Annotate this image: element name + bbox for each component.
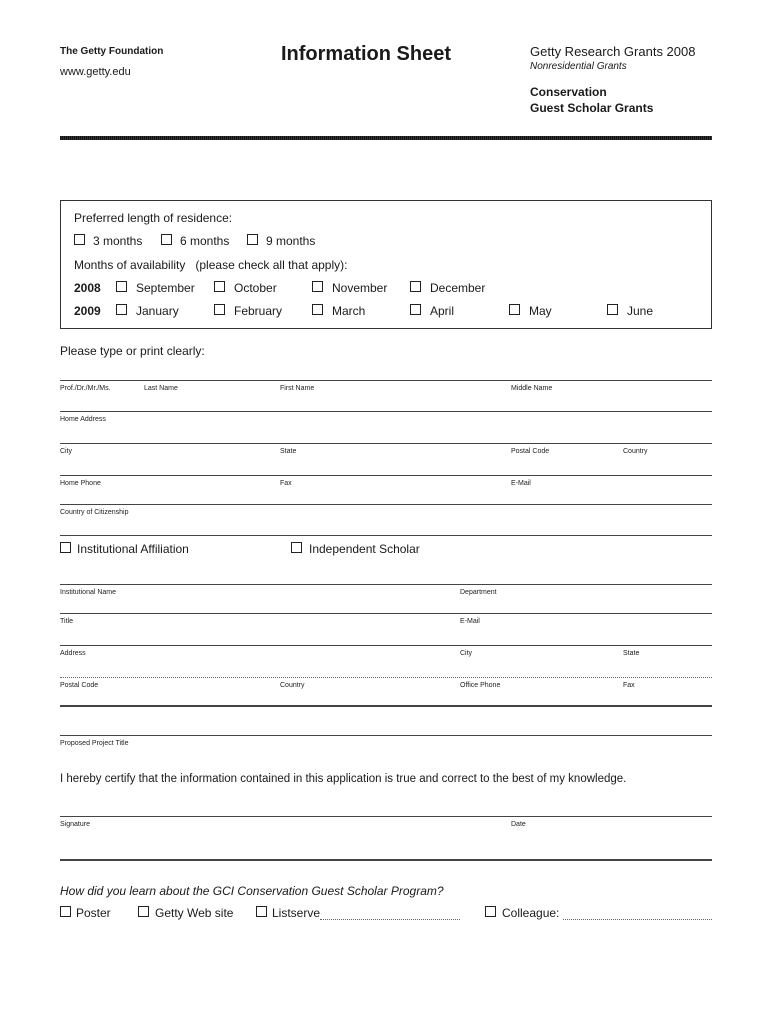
field-institution-state[interactable]: State (623, 650, 640, 657)
checkbox-colleague[interactable] (485, 906, 496, 917)
label-6-months: 6 months (180, 234, 230, 248)
label-november: November (332, 281, 388, 295)
field-title[interactable]: Title (60, 618, 73, 625)
checkbox-listserve[interactable] (256, 906, 267, 917)
checkbox-april[interactable] (410, 304, 421, 315)
months-title: Months of availability (please check all that apply): (74, 258, 348, 272)
year-2008: 2008 (74, 281, 101, 295)
field-postal-code[interactable]: Postal Code (511, 448, 550, 455)
field-prefix[interactable]: Prof./Dr./Mr./Ms. (60, 385, 111, 392)
checkbox-november[interactable] (312, 281, 323, 292)
checkbox-6-months[interactable] (161, 234, 172, 245)
label-october: October (234, 281, 277, 295)
referral-question: How did you learn about the GCI Conservation Guest Scholar Program? (60, 884, 444, 898)
residence-title: Preferred length of residence: (74, 211, 233, 225)
line-city (60, 443, 712, 444)
org-name: The Getty Foundation (60, 46, 164, 57)
label-january: January (136, 304, 179, 318)
label-april: April (430, 304, 455, 318)
label-9-months: 9 months (266, 234, 316, 248)
line-institution-name (60, 584, 712, 585)
certify-statement: I hereby certify that the information contained in this application is true and correct to the best of my knowledge. (60, 773, 627, 785)
label-listserve: Listserve (272, 906, 321, 920)
field-institution-name[interactable]: Institutional Name (60, 589, 117, 596)
label-december: December (430, 281, 486, 295)
label-february: February (234, 304, 283, 318)
field-email[interactable]: E-Mail (511, 480, 531, 487)
line-citizenship (60, 504, 712, 505)
org-url[interactable]: www.getty.edu (60, 66, 131, 78)
checkbox-getty-web-site[interactable] (138, 906, 149, 917)
field-state[interactable]: State (280, 448, 297, 455)
checkbox-january[interactable] (116, 304, 127, 315)
checkbox-9-months[interactable] (247, 234, 258, 245)
checkbox-independent-scholar[interactable] (291, 542, 302, 553)
year-2009: 2009 (74, 304, 101, 318)
field-institution-postal-code[interactable]: Postal Code (60, 682, 99, 689)
checkbox-february[interactable] (214, 304, 225, 315)
field-institution-email[interactable]: E-Mail (460, 618, 480, 625)
line-home-address (60, 411, 712, 412)
label-may: May (529, 304, 552, 318)
label-march: March (332, 304, 366, 318)
checkbox-december[interactable] (410, 281, 421, 292)
program-type: Nonresidential Grants (530, 61, 627, 72)
field-country[interactable]: Country (623, 448, 648, 455)
field-fax[interactable]: Fax (280, 480, 292, 487)
field-home-phone[interactable]: Home Phone (60, 480, 101, 487)
header-divider (60, 136, 712, 140)
label-june: June (627, 304, 654, 318)
program-name: Getty Research Grants 2008 (530, 44, 696, 59)
line-home-phone (60, 475, 712, 476)
field-first-name[interactable]: First Name (280, 385, 315, 392)
line-postal-code (60, 677, 712, 678)
field-last-name[interactable]: Last Name (144, 385, 178, 392)
label-september: September (136, 281, 195, 295)
checkbox-institutional-affiliation[interactable] (60, 542, 71, 553)
label-institutional-affiliation: Institutional Affiliation (77, 542, 189, 556)
label-independent-scholar: Independent Scholar (309, 542, 420, 556)
checkbox-june[interactable] (607, 304, 618, 315)
field-date[interactable]: Date (511, 821, 526, 828)
line-project-title (60, 735, 712, 736)
checkbox-march[interactable] (312, 304, 323, 315)
field-project-title[interactable]: Proposed Project Title (60, 740, 129, 747)
page-title: Information Sheet (281, 43, 452, 65)
grant-name-line1: Conservation (530, 85, 607, 99)
field-institution-country[interactable]: Country (280, 682, 305, 689)
grant-name-line2: Guest Scholar Grants (530, 101, 654, 115)
line-address (60, 645, 712, 646)
line-title (60, 613, 712, 614)
line-institution-bottom (60, 705, 712, 707)
label-poster: Poster (76, 906, 111, 920)
field-institution-city[interactable]: City (460, 650, 473, 657)
listserve-input-line[interactable] (320, 919, 460, 920)
field-citizenship[interactable]: Country of Citizenship (60, 509, 129, 516)
field-institution-fax[interactable]: Fax (623, 682, 635, 689)
checkbox-september[interactable] (116, 281, 127, 292)
checkbox-poster[interactable] (60, 906, 71, 917)
line-name-top (60, 380, 712, 381)
line-signature (60, 816, 712, 817)
label-colleague: Colleague: (502, 906, 560, 920)
field-home-address[interactable]: Home Address (60, 416, 106, 423)
line-citizenship-bottom (60, 535, 712, 536)
field-office-phone[interactable]: Office Phone (460, 682, 501, 689)
label-3-months: 3 months (93, 234, 143, 248)
line-signature-bottom (60, 859, 712, 861)
field-middle-name[interactable]: Middle Name (511, 385, 553, 392)
field-address[interactable]: Address (60, 650, 86, 657)
field-department[interactable]: Department (460, 589, 497, 596)
field-signature[interactable]: Signature (60, 821, 90, 828)
label-getty-web-site: Getty Web site (155, 906, 234, 920)
colleague-input-line[interactable] (563, 919, 712, 920)
checkbox-may[interactable] (509, 304, 520, 315)
field-city[interactable]: City (60, 448, 73, 455)
instructions: Please type or print clearly: (60, 344, 205, 358)
checkbox-3-months[interactable] (74, 234, 85, 245)
checkbox-october[interactable] (214, 281, 225, 292)
